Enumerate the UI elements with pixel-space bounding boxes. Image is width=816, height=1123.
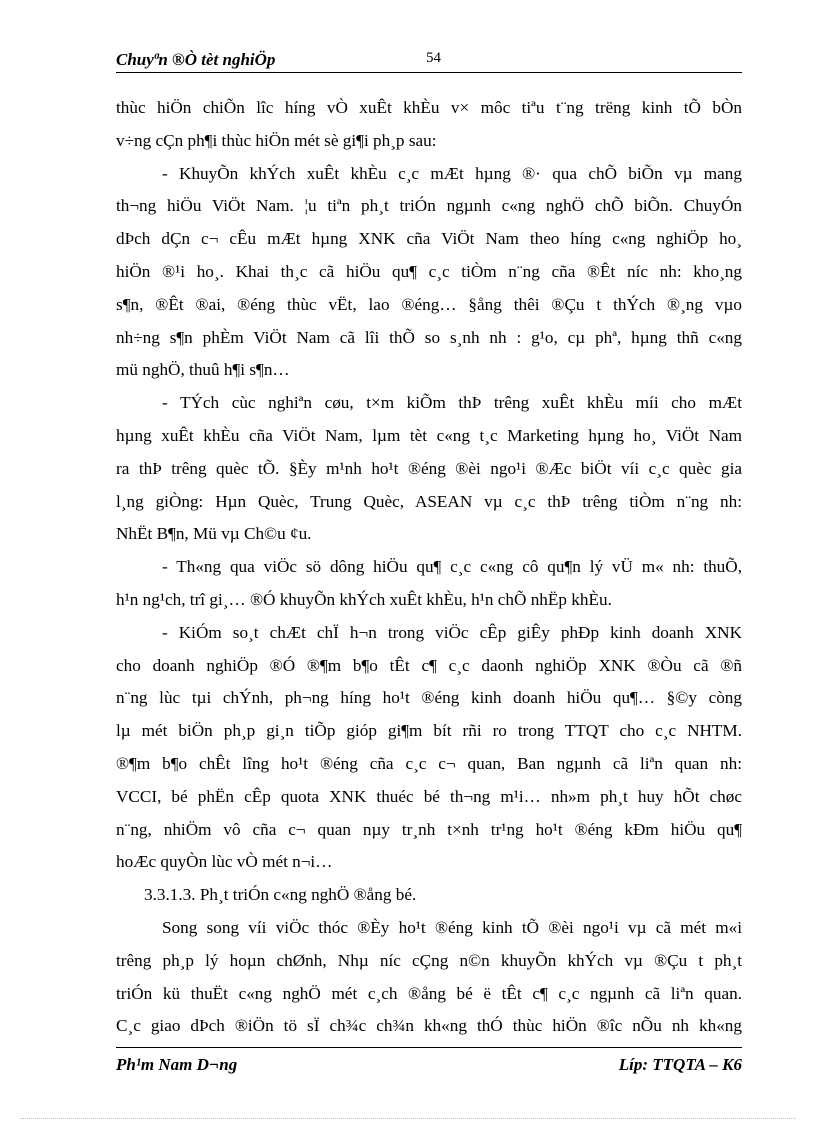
bullet-line: - KiÓm so¸t chÆt chÏ h¬n trong viÖc cÊp giÊy phÐp kinh doanh XNK: [162, 622, 742, 642]
text-line: nh÷ng s¶n phÈm ViÖt Nam cã lîi thÕ so s¸nh nh : g¹o, cµ phª, hµng thñ c«ng: [116, 327, 742, 347]
section-heading: 3.3.1.3. Ph¸t triÓn c«ng nghÖ ®ång bé.: [144, 885, 417, 905]
page-bottom-dotted-rule: [20, 1118, 796, 1119]
text-line: n¨ng lùc tµi chÝnh, ph¬ng híng ho¹t ®éng kinh doanh hiÖu qu¶… §©y còng: [116, 688, 742, 708]
bullet-line: - TÝch cùc nghiªn cøu, t×m kiÕm thÞ trêng xuÊt khÈu míi cho mÆt: [162, 393, 742, 413]
footer-author: Ph¹m Nam D¬ng: [116, 1055, 238, 1074]
text-line: Song song víi viÖc thóc ®Èy ho¹t ®éng kinh tÕ ®èi ngo¹i vµ cã mét m«i: [162, 917, 742, 937]
text-line: NhËt B¶n, Mü vµ Ch©u ¢u.: [116, 524, 312, 544]
text-line: lµ mét biÖn ph¸p gi¸n tiÕp gióp gi¶m bít rñi ro trong TTQT cho c¸c NHTM.: [116, 721, 742, 741]
text-line: v÷ng cÇn ph¶i thùc hiÖn mét sè gi¶i ph¸p sau:: [116, 130, 437, 150]
text-line: hiÖn ®¹i ho¸. Khai th¸c cã hiÖu qu¶ c¸c tiÒm n¨ng cña ®Êt níc nh: kho¸ng: [116, 261, 742, 281]
text-line: cho doanh nghiÖp ®Ó ®¶m b¶o tÊt c¶ c¸c daonh nghiÖp XNK ®Òu cã ®ñ: [116, 655, 742, 675]
body-text: [116, 92, 742, 1043]
text-line: hµng xuÊt khÈu cña ViÖt Nam, lµm tèt c«ng t¸c Marketing hµng ho¸ ViÖt Nam: [116, 425, 742, 445]
text-line: mü nghÖ, thuû h¶i s¶n…: [116, 360, 290, 380]
header-rule: [116, 72, 742, 73]
running-header-title: Chuyªn ®Ò tèt nghiÖp: [116, 50, 276, 69]
text-line: trêng ph¸p lý hoµn chØnh, Nhµ níc cÇng n©n khuyÕn khÝch vµ ®Çu t ph¸t: [116, 950, 742, 970]
bullet-line: - Th«ng qua viÖc sö dông hiÖu qu¶ c¸c c«ng cô qu¶n lý vÜ m« nh: thuÕ,: [162, 557, 742, 577]
text-line: l¸ng giÒng: Hµn Quèc, Trung Quèc, ASEAN vµ c¸c thÞ trêng tiÒm n¨ng nh:: [116, 491, 742, 511]
text-line: VCCI, bé phËn cÊp quota XNK thuéc bé th¬ng m¹i… nh»m ph¸t huy hÕt chøc: [116, 786, 742, 806]
text-line: n¨ng, nhiÖm vô cña c¬ quan nµy tr¸nh t×nh tr¹ng ho¹t ®éng kÐm hiÖu qu¶: [116, 819, 742, 839]
page-number: 54: [426, 50, 441, 66]
text-line: ®¶m b¶o chÊt lîng ho¹t ®éng cña c¸c c¬ quan, Ban ngµnh cã liªn quan nh:: [116, 753, 742, 773]
text-line: th¬ng hiÖu ViÖt Nam. ¦u tiªn ph¸t triÓn ngµnh c«ng nghÖ chÕ biÕn. ChuyÓn: [116, 196, 742, 216]
text-line: h¹n ng¹ch, trî gi¸… ®Ó khuyÕn khÝch xuÊt khÈu, h¹n chÕ nhËp khÈu.: [116, 589, 612, 609]
text-line: C¸c giao dÞch ®iÖn tö sÏ ch¾c ch¾n kh«ng thÓ thùc hiÖn ®îc nÕu nh kh«ng: [116, 1016, 742, 1036]
text-line: s¶n, ®Êt ®ai, ®éng thùc vËt, lao ®éng… §ång thêi ®Çu t thÝch ®¸ng vµo: [116, 294, 742, 314]
text-line: dÞch dÇn c¬ cÊu mÆt hµng XNK cña ViÖt Nam theo híng c«ng nghiÖp ho¸: [116, 229, 742, 249]
text-line: thùc hiÖn chiÕn lîc híng vÒ xuÊt khÈu v× môc tiªu t¨ng trëng kinh tÕ bÒn: [116, 98, 742, 117]
footer-class: Líp: TTQTA – K6: [618, 1055, 742, 1074]
bullet-line: - KhuyÕn khÝch xuÊt khÈu c¸c mÆt hµng ®· qua chÕ biÕn vµ mang: [162, 163, 742, 183]
text-line: triÓn kü thuËt c«ng nghÖ mét c¸ch ®ång bé ë tÊt c¶ c¸c ngµnh cã liªn quan.: [116, 983, 742, 1003]
text-line: ra thÞ trêng quèc tÕ. §Èy m¹nh ho¹t ®éng ®èi ngo¹i ®Æc biÖt víi c¸c quèc gia: [116, 458, 742, 478]
footer-rule: [116, 1047, 742, 1048]
text-line: hoÆc quyÒn lùc vÒ mét n¬i…: [116, 852, 333, 872]
